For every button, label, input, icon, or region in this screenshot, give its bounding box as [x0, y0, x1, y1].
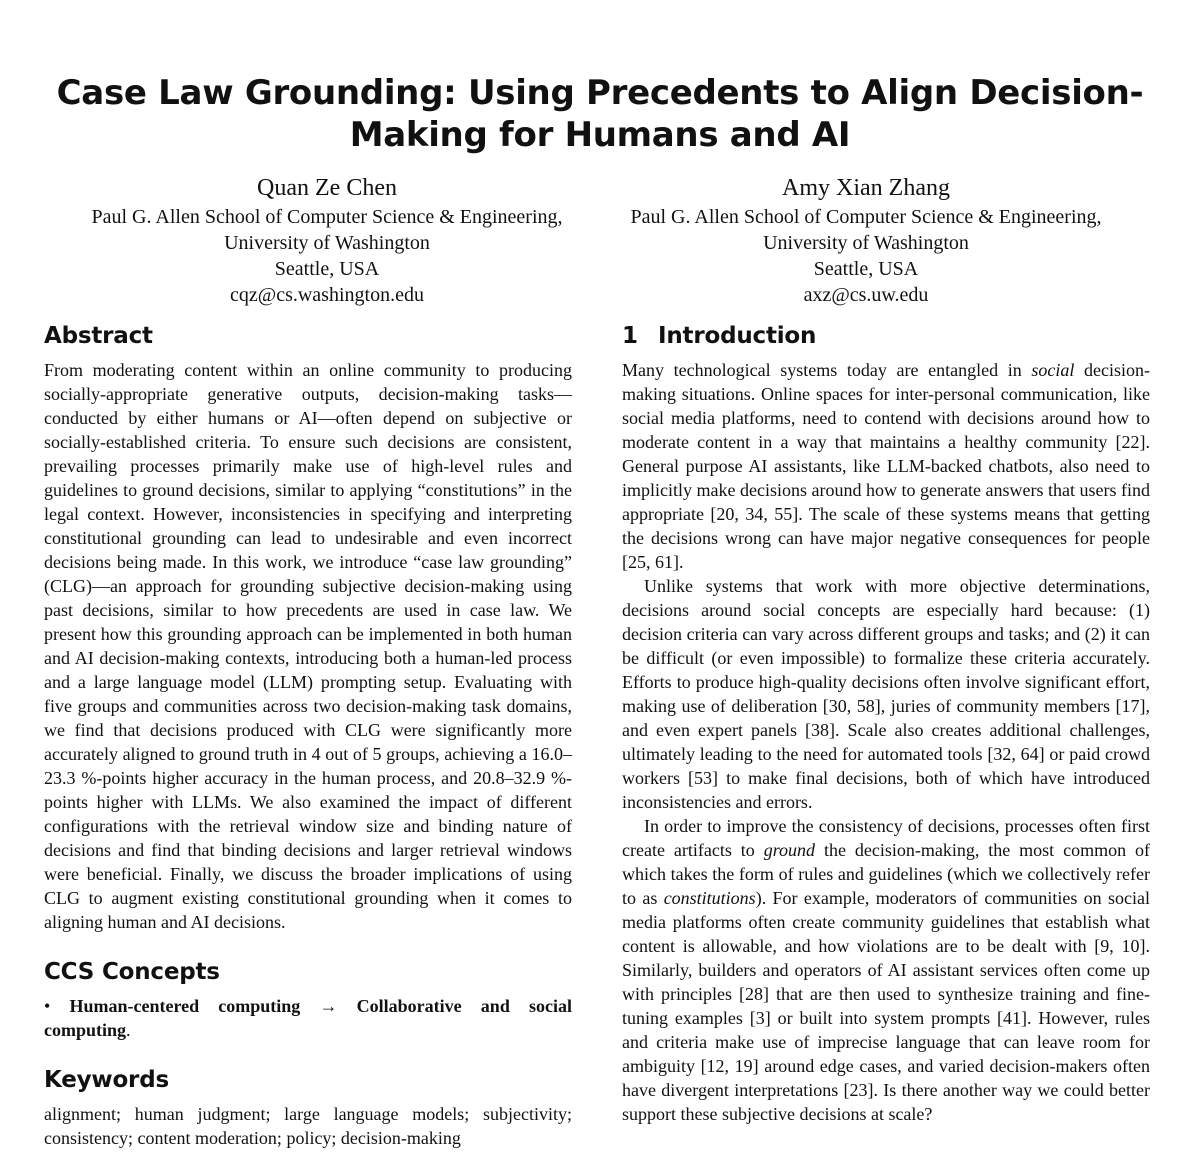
text-run: decision-making situations. Online spaces for inter-personal communication, like social media platforms, need to contend with decisions around how to moderate content in a way that maintains a healthy community [22]. General purpose AI assistants, like LLM-backed chatbots, also need to implicitly make decisions around how to generate answers that users find appropriate [20, 34, 55]. The scale of these systems means that getting the decisions wrong can have major negative consequences for people [25, 61]. [622, 360, 1150, 572]
ccs-concepts [44, 994, 572, 1042]
ccs-concept: Human-centered computing [69, 996, 301, 1016]
left-column [44, 320, 572, 1172]
ccs-section [44, 956, 572, 1042]
keywords-text: alignment; human judgment; large language models; subjectivity; consistency; content moderation; policy; decision-making [44, 1104, 572, 1148]
intro-heading [622, 320, 1150, 352]
author-name: Quan Ze Chen [257, 175, 397, 201]
author-university: University of Washington [763, 232, 969, 254]
author-location: Seattle, USA [813, 258, 919, 280]
ccs-end: . [126, 1020, 131, 1040]
text-run: the decision-making, the most common of which takes the form of rules and guidelines (which we collectively refer to as [622, 840, 1150, 908]
author-university: University of Washington [224, 232, 430, 254]
intro-paragraph-1 [622, 358, 1150, 574]
abstract-section [44, 320, 572, 934]
intro-paragraph-2: Unlike systems that work with more objective determinations, decisions around social concepts are especially hard because: (1) decision criteria can vary across different groups and tasks; and (2) it can be difficult (or even impossible) to formalize these criteria accurately. Efforts to produce high-quality decisions often involve significant effort, making use of deliberation [30, 58], juries of community members [17], and even expert panels [38]. Scale also creates additional challenges, ultimately leading to the need for automated tools [32, 64] or paid crowd workers [53] to make final decisions, both of which have introduced inconsistencies and errors. [622, 576, 1150, 812]
author-block-1 [40, 172, 614, 308]
author-location: Seattle, USA [274, 258, 380, 280]
intro-paragraph-3 [622, 814, 1150, 1126]
emphasis: ground [763, 840, 816, 860]
paper-title: Case Law Grounding: Using Precedents to Align Decision-Making for Humans and AI [56, 73, 1144, 155]
author-name: Amy Xian Zhang [782, 175, 950, 201]
text-run: In order to improve the consistency of decisions, processes often first create artifacts to [622, 816, 1150, 860]
section-title: Introduction [658, 323, 817, 349]
text-run: ). For example, moderators of communities on social media platforms often create community guidelines that establish what content is allowable, and how violations are to be dealt with [9, 10]. Similarly, builders and operators of AI assistant services often come up with principles [28] that are then used to synthesize training and fine-tuning examples [3] or built into system prompts [41]. However, rules and criteria make use of imprecise language that can leave room for ambiguity [12, 19] around edge cases, and varied decision-makers often have divergent interpretations [23]. Is there another way we could better support these subjective decisions at scale? [622, 888, 1150, 1124]
emphasis: social [1031, 360, 1075, 380]
keywords-section [44, 1064, 572, 1150]
ccs-subconcept: Collaborative and social computing [44, 996, 572, 1040]
right-column [622, 320, 1150, 1126]
keywords-heading: Keywords [44, 1067, 169, 1093]
author-email: axz@cs.uw.edu [803, 284, 929, 306]
emphasis: constitutions [663, 888, 756, 908]
ccs-arrow: → [319, 996, 338, 1016]
author-block-2 [596, 172, 1136, 308]
author-email: cqz@cs.washington.edu [230, 284, 424, 306]
abstract-heading: Abstract [44, 323, 153, 349]
author-affiliation: Paul G. Allen School of Computer Science & Engineering, [91, 206, 563, 228]
ccs-bullet: • [44, 996, 51, 1016]
section-number: 1 [622, 323, 638, 349]
text-run: Many technological systems today are entangled in [622, 360, 1032, 380]
ccs-heading: CCS Concepts [44, 959, 220, 985]
author-affiliation: Paul G. Allen School of Computer Science & Engineering, [630, 206, 1102, 228]
abstract-text: From moderating content within an online community to producing socially-appropriate generative outputs, decision-making tasks—conducted by either humans or AI—often depend on subjective or socially-established criteria. To ensure such decisions are consistent, prevailing processes primarily make use of high-level rules and guidelines to ground decisions, similar to applying “constitutions” in the legal context. However, inconsistencies in specifying and interpreting constitutional grounding can lead to undesirable and even incorrect decisions being made. In this work, we introduce “case law grounding” (CLG)—an approach for grounding subjective decision-making using past decisions, similar to how precedents are used in case law. We present how this grounding approach can be implemented in both human and AI decision-making contexts, introducing both a human-led process and a large language model (LLM) prompting setup. Evaluating with five groups and communities across two decision-making task domains, we find that decisions produced with CLG were significantly more accurately aligned to ground truth in 4 out of 5 groups, achieving a 16.0–23.3 %-points higher accuracy in the human process, and 20.8–32.9 %-points higher with LLMs. We also examined the impact of different configurations with the retrieval window size and binding nature of decisions and find that binding decisions and larger retrieval windows were beneficial. Finally, we discuss the broader implications of using CLG to augment existing constitutional grounding when it comes to aligning human and AI decisions. [44, 360, 572, 932]
